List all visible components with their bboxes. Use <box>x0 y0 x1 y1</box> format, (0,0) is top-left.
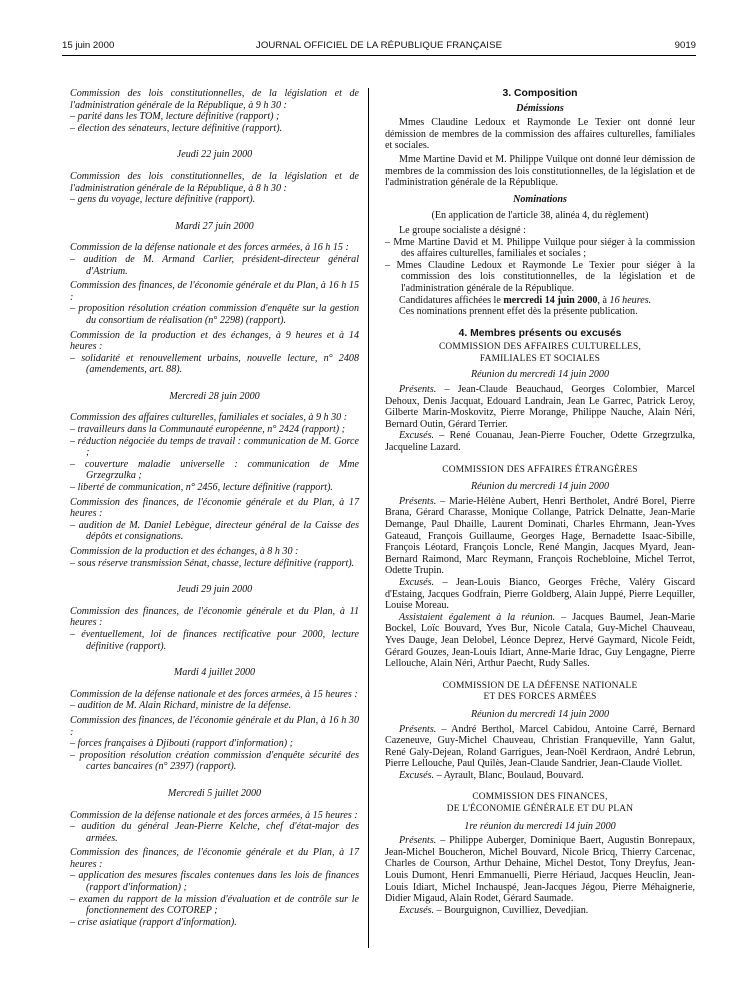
attendance-excused <box>385 577 695 612</box>
meeting-date: 1re réunion du mercredi 14 juin 2000 <box>464 820 616 832</box>
agenda-item: – élection des sénateurs, lecture définitive (rapport). <box>70 122 283 134</box>
agenda-item: – crise asiatique (rapport d'information). <box>70 916 237 928</box>
column-divider <box>368 88 369 948</box>
committee-line: Commission des finances, de l'économie générale et du Plan, à 17 heures : <box>70 847 359 870</box>
agenda-block <box>70 546 359 569</box>
agenda-item: – solidarité et renouvellement urbains, nouvelle lecture, n° 2408 (amendements, art. 88). <box>70 352 359 376</box>
section-heading-composition: 3. Composition <box>502 88 578 99</box>
attendance-excused <box>385 430 695 453</box>
names-list: – Marie-Hélène Aubert, Henri Bertholet, André Borel, Pierre Brana, Gérard Charasse, Monique Collange, Patrick Delnatte, Jean-Marie Demange, Paul Dhaille, Laurent Dominati, Charles Ehrmann, Jean-Yves Gateaud, François Guillaume, Georges Hage, Bernadette Isaac-Sibille, François Léotard, François Loncle, René Mangin, Jacques Myard, Jean-Bernard Raimond, Marc Reymann, François Rochebloine, Michel Terrot, Odette Trupin. <box>385 495 695 577</box>
committee-line: Commission des lois constitutionnelles, de la législation et de l'administration générale de la République, à 9 h 30 : <box>70 88 359 111</box>
committee-line: Commission des finances, de l'économie générale et du Plan, à 16 h 15 : <box>70 280 359 303</box>
text-fragment-bold: mercredi 14 juin 2000 <box>503 294 598 306</box>
committee-line: Commission de la production et des échanges, à 9 heures et à 14 heures : <box>70 329 359 353</box>
header-page-number: 9019 <box>674 40 696 51</box>
committee-line: Commission de la défense nationale et des forces armées, à 15 heures : <box>70 809 358 821</box>
agenda-block <box>70 330 359 376</box>
agenda-item: – réduction négociée du temps de travail : communication de M. Gorce ; <box>70 435 359 459</box>
agenda-item: – forces françaises à Djibouti (rapport d'information) ; <box>70 738 293 750</box>
committee-heading: COMMISSION DES AFFAIRES ÉTRANGÈRES <box>442 464 638 475</box>
agenda-item: – audition du général Jean-Pierre Kelche, chef d'état-major des armées. <box>70 821 359 844</box>
text-fragment: Candidatures affichées le <box>399 294 504 306</box>
agenda-item: – éventuellement, loi de finances rectificative pour 2000, lecture définitive (rapport). <box>70 628 359 652</box>
names-list: – Jacques Baumel, Jean-Marie Bockel, Loïc Bouvard, Yves Bur, Nicole Catala, Guy-Michel Chauveau, Yves Dauge, Jean Delobel, Léonce Deprez, Hervé Gaymard, Nicole Feidt, Gérard Gouzes, Jean-Louis Idiart, Anne-Marie Idrac, Guy Lengagne, Pierre Lellouche, Alain Néri, Arthur Paecht, Rudy Salles. <box>385 611 695 670</box>
subheading-nominations: Nominations <box>513 193 567 205</box>
agenda-item: – application des mesures fiscales contenues dans les lois de finances (rapport d'information) ; <box>70 870 359 894</box>
agenda-block <box>70 847 359 928</box>
label-italic: Assistaient également à la réunion. <box>399 611 556 623</box>
committee-line: Commission de la défense nationale et des forces armées, à 16 h 15 : <box>70 242 349 254</box>
names-list: – Jean-Claude Beauchaud, Georges Colombier, Marcel Dehoux, Denis Jacquat, Edouard Landrain, Jean Le Garrec, Patrick Leroy, Gilberte Marin-Moskovitz, Pierre Morange, Philippe Nauche, Alain Néri, Bernard Outin, Gérard Terrier. <box>385 384 695 430</box>
date-heading: Jeudi 29 juin 2000 <box>176 584 253 596</box>
agenda-block <box>70 689 359 712</box>
label-italic: Présents. <box>399 384 437 396</box>
date-heading: Jeudi 22 juin 2000 <box>176 149 253 161</box>
right-column <box>385 88 695 916</box>
paragraph: Ces nominations prennent effet dès la présente publication. <box>399 306 638 318</box>
agenda-item: – sous réserve transmission Sénat, chasse, lecture définitive (rapport). <box>70 557 355 569</box>
attendance-present <box>385 835 695 905</box>
committee-heading: DE L'ÉCONOMIE GÉNÉRALE ET DU PLAN <box>446 804 634 815</box>
agenda-item: – parité dans les TOM, lecture définitive (rapport) ; <box>70 111 280 123</box>
committee-line: Commission des affaires culturelles, familiales et sociales, à 9 h 30 : <box>70 412 348 424</box>
regulation-note: (En application de l'article 38, alinéa 4, du règlement) <box>431 210 649 222</box>
attendance-present <box>385 496 695 577</box>
agenda-item: – audition de M. Armand Carlier, président-directeur général d'Astrium. <box>70 253 359 277</box>
committee-heading: COMMISSION DE LA DÉFENSE NATIONALE <box>442 680 638 691</box>
header-rule <box>62 55 696 56</box>
attendance-also <box>385 612 695 670</box>
meeting-date: Réunion du mercredi 14 juin 2000 <box>470 481 610 493</box>
names-list: – Ayrault, Blanc, Boulaud, Bouvard. <box>434 769 584 781</box>
agenda-block <box>70 810 359 845</box>
agenda-item: – couverture maladie universelle : communication de Mme Grzegrzulka ; <box>70 458 359 482</box>
candidatures-line <box>385 295 695 307</box>
agenda-item: – examen du rapport de la mission d'évaluation et de contrôle sur le fonctionnement des COTOREP ; <box>70 893 359 917</box>
agenda-block <box>70 497 359 543</box>
agenda-block <box>70 280 359 326</box>
committee-line: Commission des finances, de l'économie générale et du Plan, à 17 heures : <box>70 496 359 520</box>
date-heading: Mercredi 28 juin 2000 <box>169 390 260 402</box>
attendance-excused <box>385 905 695 917</box>
agenda-item: – gens du voyage, lecture définitive (rapport). <box>70 194 256 206</box>
header-title: JOURNAL OFFICIEL DE LA RÉPUBLIQUE FRANÇAISE <box>255 40 503 51</box>
date-heading: Mercredi 5 juillet 2000 <box>167 787 262 799</box>
names-list: – André Berthol, Marcel Cabidou, Antoine Carré, Bernard Cazeneuve, Guy-Michel Chauveau, Christian Franqueville, Yann Galut, René Galy-Dejean, Roland Garrigues, Jean-Noël Kerdraon, André Lebrun, Pierre Lellouche, Paul Quilès, Jean-Claude Sandrier, Jean-Claude Viollet. <box>385 723 695 770</box>
agenda-block <box>70 171 359 206</box>
section-heading-membres: 4. Membres présents ou excusés <box>458 327 622 339</box>
agenda-item: – liberté de communication, n° 2456, lecture définitive (rapport). <box>70 482 333 494</box>
committee-line: Commission des finances, de l'économie générale et du Plan, à 16 h 30 : <box>70 714 359 738</box>
subheading-demissions: Démissions <box>516 102 564 114</box>
paragraph: Mmes Claudine Ledoux et Raymonde Le Texier ont donné leur démission de membres de la commission des affaires culturelles, familiales et sociales. <box>385 117 695 152</box>
list-item: – Mmes Claudine Ledoux et Raymonde Le Texier pour siéger à la commission des lois constitutionnelles, de la législation et de l'administration générale de la République. <box>385 259 695 294</box>
attendance-excused <box>385 770 695 782</box>
label-italic: Excusés. <box>399 904 435 916</box>
agenda-item: – proposition résolution création commission d'enquête sur la gestion du consortium de réalisation (n° 2298) (rapport). <box>70 303 359 326</box>
agenda-block <box>70 242 359 277</box>
label-italic: Excusés. <box>399 430 435 442</box>
label-italic: Présents. <box>399 495 437 507</box>
paragraph: Mme Martine David et M. Philippe Vuilque ont donné leur démission de membres de la commission des lois constitutionnelles, de la législation et de l'administration générale de la République. <box>385 153 695 189</box>
agenda-block <box>70 88 359 134</box>
attendance-present <box>385 384 695 430</box>
committee-heading: COMMISSION DES AFFAIRES CULTURELLES, <box>438 342 642 353</box>
attendance-present <box>385 724 695 770</box>
committee-line: Commission des finances, de l'économie générale et du Plan, à 11 heures : <box>70 605 359 629</box>
agenda-item: – proposition résolution création commission d'enquête sécurité des cartes bancaires (n° 2397) (rapport). <box>70 749 359 773</box>
committee-line: Commission de la défense nationale et des forces armées, à 15 heures : <box>70 688 358 700</box>
text-fragment-italic: 16 heures. <box>609 294 652 306</box>
agenda-item: – travailleurs dans la Communauté européenne, n° 2424 (rapport) ; <box>70 424 346 436</box>
text-fragment: , à <box>597 294 610 306</box>
names-list: – Jean-Louis Bianco, Georges Frêche, Valéry Giscard d'Estaing, Jacques Godfrain, Pierre Goldberg, Alain Juppé, Pierre Lequiller, Louise Moreau. <box>385 576 695 612</box>
committee-heading: FAMILIALES ET SOCIALES <box>479 353 601 364</box>
page-header <box>62 40 696 54</box>
label-italic: Excusés. <box>399 576 435 588</box>
header-date: 15 juin 2000 <box>62 40 115 51</box>
committee-heading: COMMISSION DES FINANCES, <box>472 792 608 803</box>
committee-heading: ET DES FORCES ARMÉES <box>483 692 597 703</box>
label-italic: Présents. <box>399 835 437 847</box>
agenda-block <box>70 606 359 652</box>
label-italic: Présents. <box>399 723 437 735</box>
agenda-item: – audition de M. Daniel Lebègue, directeur général de la Caisse des dépôts et consignations. <box>70 519 359 543</box>
names-list: – Bourguignon, Cuvilliez, Devedjian. <box>434 904 589 916</box>
agenda-block <box>70 412 359 493</box>
paragraph: Le groupe socialiste a désigné : <box>399 224 526 236</box>
date-heading: Mardi 27 juin 2000 <box>175 220 254 232</box>
agenda-item: – audition de M. Alain Richard, ministre de la défense. <box>70 700 292 712</box>
date-heading: Mardi 4 juillet 2000 <box>173 667 256 679</box>
left-column <box>70 88 359 928</box>
committee-line: Commission de la production et des échanges, à 8 h 30 : <box>70 546 299 557</box>
committee-line: Commission des lois constitutionnelles, de la législation et de l'administration générale de la République, à 8 h 30 : <box>70 170 359 194</box>
meeting-date: Réunion du mercredi 14 juin 2000 <box>470 369 610 381</box>
names-list: – Philippe Auberger, Dominique Baert, Augustin Bonrepaux, Jean-Michel Boucheron, Michel Bouvard, Nicole Bricq, Thierry Carcenac, Charles de Courson, Arthur Dehaine, Michel Destot, Tony Dreyfus, Jean-Louis Dumont, Henri Emmanuelli, Pierre Hériaud, Jacques Heuclin, Jean-Louis Idiart, Michel Inchauspé, Jean-Jacques Jégou, Pierre Méhaignerie, Didier Migaud, Alain Rodet, Gérard Saumade. <box>385 835 695 905</box>
agenda-block <box>70 715 359 773</box>
meeting-date: Réunion du mercredi 14 juin 2000 <box>470 708 610 720</box>
list-item: – Mme Martine David et M. Philippe Vuilque pour siéger à la commission des affaires culturelles, familiales et sociales ; <box>385 236 695 260</box>
label-italic: Excusés. <box>399 769 435 781</box>
names-list: – René Couanau, Jean-Pierre Foucher, Odette Grzegrzulka, Jacqueline Lazard. <box>385 430 695 454</box>
